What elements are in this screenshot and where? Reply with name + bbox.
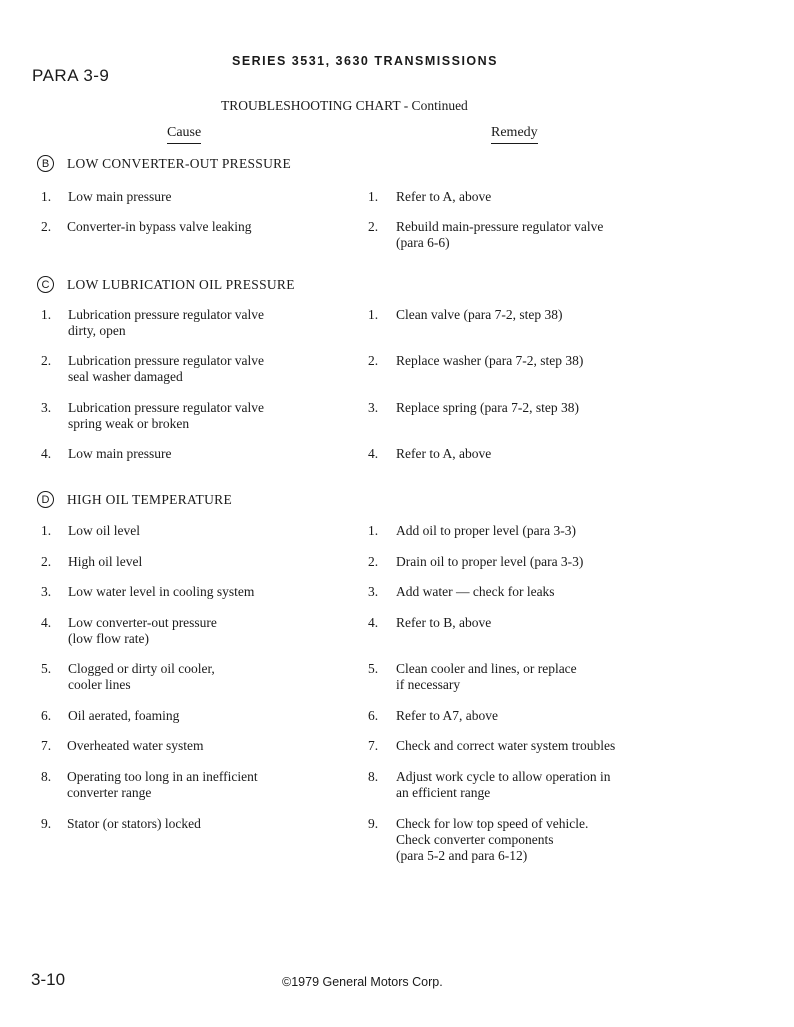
cause-text: Low oil level [68, 523, 140, 538]
cause-text: Lubrication pressure regulator valve spring weak or broken [68, 400, 265, 431]
remedy-text: Drain oil to proper level (para 3-3) [396, 554, 584, 569]
cause-text: Low converter-out pressure (low flow rate) [68, 615, 217, 646]
copyright-notice: ©1979 General Motors Corp. [282, 975, 443, 989]
cause-text: Overheated water system [67, 738, 204, 753]
cause-text: Low main pressure [68, 446, 172, 461]
item-number: 4. [41, 446, 52, 461]
cause-text: Low water level in cooling system [68, 584, 255, 599]
item-number: 2. [41, 353, 52, 368]
remedy-text: Check for low top speed of vehicle. Check converter components (para 5-2 and para 6-12) [396, 816, 589, 863]
remedy-text: Clean valve (para 7-2, step 38) [396, 307, 563, 322]
cause-text: Low main pressure [68, 189, 172, 204]
item-number: 5. [368, 661, 379, 676]
item-number: 1. [368, 189, 379, 204]
cause-text: Stator (or stators) locked [67, 816, 201, 831]
para-number: PARA 3-9 [32, 66, 110, 85]
item-number: 4. [41, 615, 52, 630]
remedy-text: Refer to B, above [396, 615, 492, 630]
item-number: 1. [368, 307, 379, 322]
cause-text: Lubrication pressure regulator valve dirty, open [68, 307, 265, 338]
section-title: LOW CONVERTER-OUT PRESSURE [67, 155, 292, 171]
item-number: 8. [41, 769, 52, 784]
remedy-text: Add water — check for leaks [396, 584, 555, 599]
section-letter-badge: C [37, 276, 54, 293]
item-number: 6. [368, 708, 379, 723]
remedy-text: Replace washer (para 7-2, step 38) [396, 353, 584, 368]
remedy-text: Replace spring (para 7-2, step 38) [396, 400, 579, 415]
chart-title: TROUBLESHOOTING CHART - Continued [221, 98, 468, 113]
item-number: 5. [41, 661, 52, 676]
item-number: 1. [368, 523, 379, 538]
series-title: SERIES 3531, 3630 TRANSMISSIONS [231, 54, 499, 68]
section-c-heading [37, 276, 295, 293]
remedy-text: Refer to A, above [396, 189, 492, 204]
cause-column-header: Cause [167, 125, 201, 144]
item-number: 4. [368, 446, 379, 461]
remedy-text: Add oil to proper level (para 3-3) [396, 523, 576, 538]
cause-text: Lubrication pressure regulator valve seal washer damaged [68, 353, 265, 384]
cause-text: Oil aerated, foaming [68, 708, 180, 723]
section-title: LOW LUBRICATION OIL PRESSURE [67, 276, 295, 292]
page-number: 3-10 [31, 970, 66, 989]
item-number: 1. [41, 189, 52, 204]
cause-text: Clogged or dirty oil cooler, cooler lines [68, 661, 215, 692]
item-number: 3. [41, 584, 52, 599]
item-number: 7. [41, 738, 52, 753]
section-d-heading [37, 491, 232, 508]
item-number: 3. [368, 584, 379, 599]
section-letter-badge: B [37, 155, 54, 172]
remedy-text: Refer to A7, above [396, 708, 498, 723]
item-number: 6. [41, 708, 52, 723]
item-number: 3. [368, 400, 379, 415]
item-number: 4. [368, 615, 379, 630]
section-b-heading [37, 155, 291, 172]
remedy-column-header: Remedy [491, 125, 538, 144]
item-number: 1. [41, 307, 52, 322]
remedy-text: Clean cooler and lines, or replace if necessary [396, 661, 577, 692]
item-number: 2. [41, 219, 52, 234]
item-number: 7. [368, 738, 379, 753]
item-number: 2. [368, 554, 379, 569]
item-number: 2. [368, 353, 379, 368]
remedy-text: Refer to A, above [396, 446, 492, 461]
item-number: 3. [41, 400, 52, 415]
remedy-text: Rebuild main-pressure regulator valve (para 6-6) [396, 219, 604, 250]
cause-text: Operating too long in an inefficient converter range [67, 769, 258, 800]
cause-text: Converter-in bypass valve leaking [67, 219, 252, 234]
item-number: 2. [41, 554, 52, 569]
item-number: 8. [368, 769, 379, 784]
section-title: HIGH OIL TEMPERATURE [67, 491, 232, 507]
remedy-text: Check and correct water system troubles [396, 738, 616, 753]
remedy-text: Adjust work cycle to allow operation in an efficient range [396, 769, 611, 800]
cause-text: High oil level [68, 554, 143, 569]
item-number: 9. [41, 816, 52, 831]
section-letter-badge: D [37, 491, 54, 508]
item-number: 9. [368, 816, 379, 831]
item-number: 2. [368, 219, 379, 234]
item-number: 1. [41, 523, 52, 538]
